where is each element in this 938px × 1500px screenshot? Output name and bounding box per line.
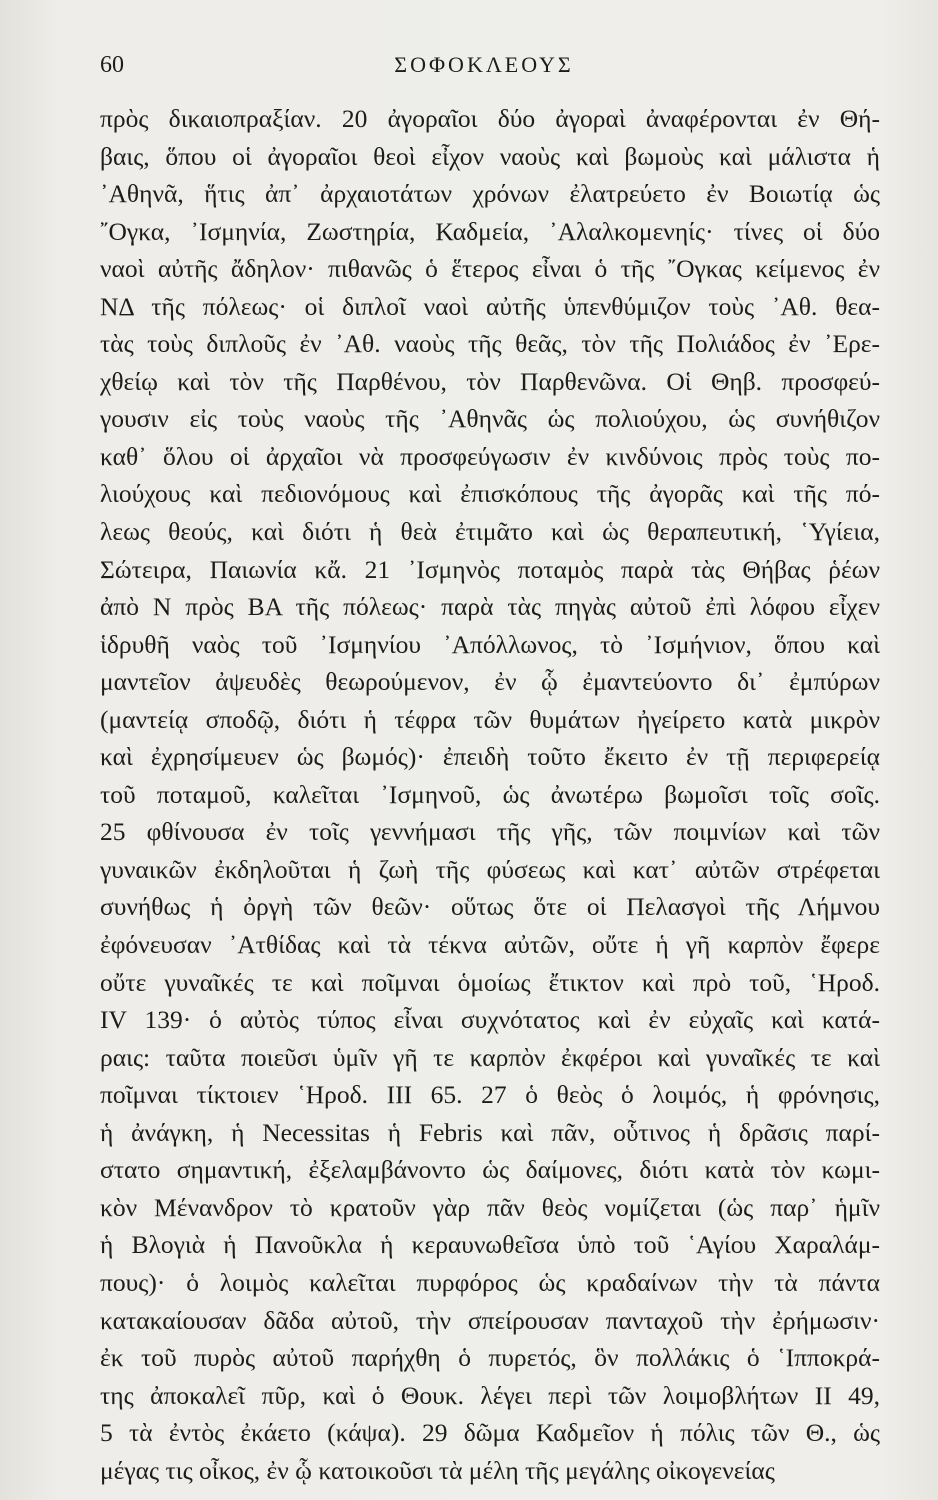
commentary-text [100,100,880,1489]
text-line: γουσιν εἰς τοὺς ναοὺς τῆς ᾿Αθηνᾶς ὡς πολιούχου, ὡς συνήθιζον [100,404,880,434]
text-line: ναοὶ αὐτῆς ἄδηλον· πιθανῶς ὁ ἕτερος εἶναι ὁ τῆς ῎Ογκας κείμενος ἐν [100,254,880,284]
text-line: συνήθως ἡ ὀργὴ τῶν θεῶν· οὕτως ὅτε οἱ Πελασγοὶ τῆς Λήμνου [100,892,880,922]
text-line: καὶ ἐχρησίμευεν ὡς βωμός)· ἐπειδὴ τοῦτο ἔκειτο ἐν τῇ περιφερείᾳ [100,742,880,772]
text-line: πρὸς δικαιοπραξίαν. 20 ἀγοραῖοι δύο ἀγοραὶ ἀναφέρονται ἐν Θή- [100,104,880,133]
text-line: (μαντείᾳ σποδῷ, διότι ἡ τέφρα τῶν θυμάτων ἠγείρετο κατὰ μικρὸν [100,704,880,734]
text-line: ΝΔ τῆς πόλεως· οἱ διπλοῖ ναοὶ αὐτῆς ὑπενθύμιζον τοὺς ᾿Αθ. θεα- [100,291,880,321]
text-line: λεως θεούς, καὶ διότι ἡ θεὰ ἐτιμᾶτο καὶ ὡς θεραπευτική, ῾Υγίεια, [100,517,880,547]
text-line: κὸν Μένανδρον τὸ κρατοῦν γὰρ πᾶν θεὸς νομίζεται (ὡς παρ᾿ ἡμῖν [100,1192,880,1222]
text-line: 25 φθίνουσα ἐν τοῖς γεννήμασι τῆς γῆς, τῶν ποιμνίων καὶ τῶν [100,817,880,847]
text-line: καθ᾿ ὅλου οἱ ἀρχαῖοι νὰ προσφεύγωσιν ἐν κινδύνοις πρὸς τοὺς πο- [100,441,880,471]
text-line: ῎Ογκα, ᾿Ισμηνία, Ζωστηρία, Καδμεία, ᾿Αλαλκομενηίς· τίνες οἱ δύο [100,216,880,246]
text-line: Σώτειρα, Παιωνία κἄ. 21 ᾿Ισμηνὸς ποταμὸς παρὰ τὰς Θήβας ῥέων [100,554,880,584]
text-line: ἱδρυθῆ ναὸς τοῦ ᾿Ισμηνίου ᾿Απόλλωνος, τὸ ᾿Ισμήνιον, ὅπου καὶ [100,629,880,659]
text-line: βαις, ὅπου οἱ ἀγοραῖοι θεοὶ εἶχον ναοὺς καὶ βωμοὺς καὶ μάλιστα ἡ [100,141,880,171]
text-line: τοῦ ποταμοῦ, καλεῖται ᾿Ισμηνοῦ, ὡς ἀνωτέρω βωμοῖσι τοῖς σοῖς. [100,779,880,809]
text-line: οὔτε γυναῖκές τε καὶ ποῖμναι ὁμοίως ἔτικτον καὶ πρὸ τοῦ, ῾Ηροδ. [100,967,880,997]
page-header [100,52,868,92]
running-title: ΣΟΦΟΚΛΕΟΥΣ [394,52,574,77]
text-line: ἐφόνευσαν ᾿Ατθίδας καὶ τὰ τέκνα αὐτῶν, οὔτε ἡ γῆ καρπὸν ἔφερε [100,930,880,960]
text-line: λιούχους καὶ πεδιονόμους καὶ ἐπισκόπους τῆς ἀγορᾶς καὶ τῆς πό- [100,479,880,509]
text-line: μέγας τις οἶκος, ἐν ᾧ κατοικοῦσι τὰ μέλη τῆς μεγάλης οἰκογενείας [100,1455,775,1485]
text-line: στατο σημαντική, ἐξελαμβάνοντο ὡς δαίμονες, διότι κατὰ τὸν κωμι- [100,1155,880,1185]
text-line: της ἀποκαλεῖ πῦρ, καὶ ὁ Θουκ. λέγει περὶ τῶν λοιμοβλήτων ΙΙ 49, [100,1380,880,1410]
text-line: ἡ Βλογιὰ ἡ Πανοῦκλα ἡ κεραυνωθεῖσα ὑπὸ τοῦ ῾Αγίου Χαραλάμ- [100,1230,880,1260]
page-number: 60 [100,52,124,78]
text-line: 5 τὰ ἐντὸς ἐκάετο (κάψα). 29 δῶμα Καδμεῖον ἡ πόλις τῶν Θ., ὡς [100,1418,880,1448]
text-line: πους)· ὁ λοιμὸς καλεῖται πυρφόρος ὡς κραδαίνων τὴν τὰ πάντα [100,1267,880,1297]
text-line: ποῖμναι τίκτοιεν ῾Ηροδ. ΙΙΙ 65. 27 ὁ θεὸς ὁ λοιμός, ἡ φρόνησις, [100,1080,880,1110]
text-line: ραις: ταῦτα ποιεῦσι ὑμῖν γῆ τε καρπὸν ἐκφέροι καὶ γυναῖκές τε καὶ [100,1042,880,1072]
text-line: ᾿Αθηνᾶ, ἥτις ἀπ᾿ ἀρχαιοτάτων χρόνων ἐλατρεύετο ἐν Βοιωτίᾳ ὡς [100,179,880,209]
text-line: ἐκ τοῦ πυρὸς αὐτοῦ παρήχθη ὁ πυρετός, ὃν πολλάκις ὁ ῾Ιπποκρά- [100,1343,880,1373]
text-line: μαντεῖον ἀψευδὲς θεωρούμενον, ἐν ᾧ ἐμαντεύοντο δι᾿ ἐμπύρων [100,667,880,697]
text-line: γυναικῶν ἐκδηλοῦται ἡ ζωὴ τῆς φύσεως καὶ κατ᾿ αὐτῶν στρέφεται [100,854,880,884]
text-line: κατακαίουσαν δᾶδα αὐτοῦ, τὴν σπείρουσαν πανταχοῦ τὴν ἐρήμωσιν· [100,1305,880,1335]
text-line: χθείῳ καὶ τὸν τῆς Παρθένου, τὸν Παρθενῶνα. Οἱ Θηβ. προσφεύ- [100,366,880,396]
text-line: ἡ ἀνάγκη, ἡ Necessitas ἡ Febris καὶ πᾶν, οὗτινος ἡ δρᾶσις παρί- [100,1117,880,1147]
text-line: ἀπὸ Ν πρὸς ΒΑ τῆς πόλεως· παρὰ τὰς πηγὰς αὐτοῦ ἐπὶ λόφου εἶχεν [100,592,880,622]
text-line: τὰς τοὺς διπλοῦς ἐν ᾿Αθ. ναοὺς τῆς θεᾶς, τὸν τῆς Πολιάδος ἐν ᾿Ερε- [100,329,880,359]
text-line: IV 139· ὁ αὐτὸς τύπος εἶναι συχνότατος καὶ ἐν εὐχαῖς καὶ κατά- [100,1005,880,1035]
